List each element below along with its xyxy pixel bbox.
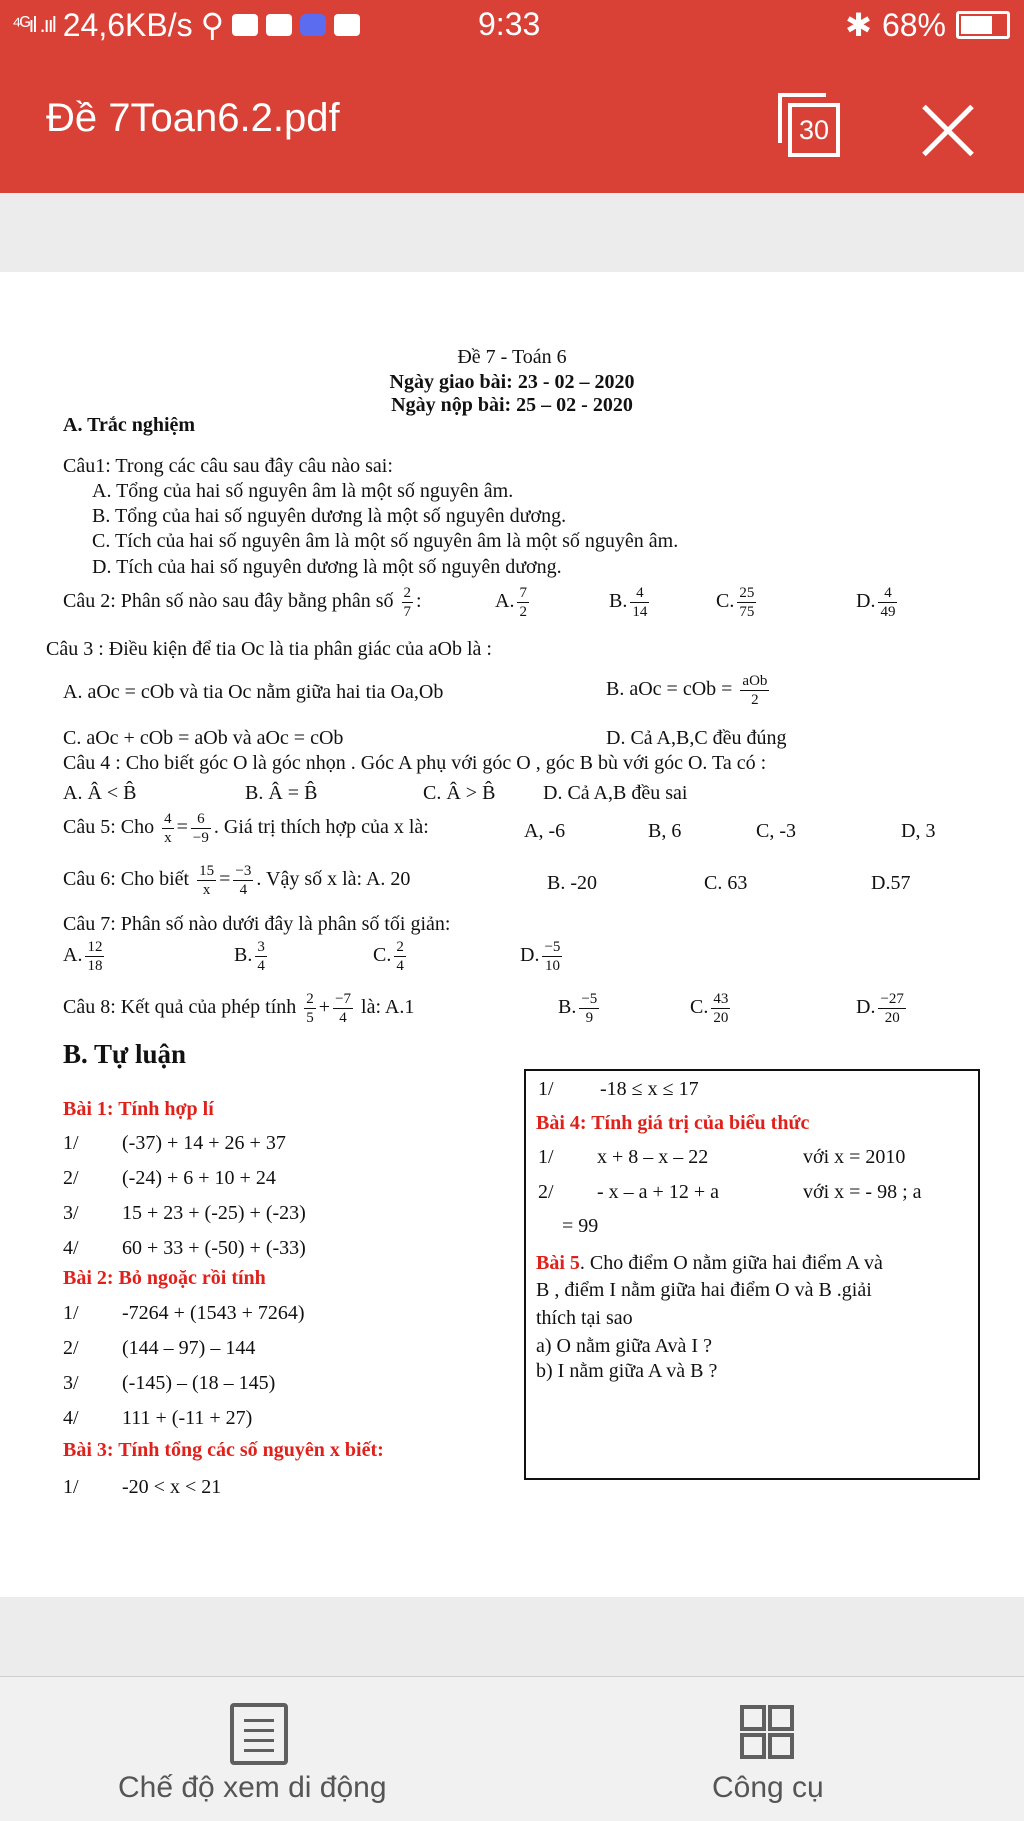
bai-3-heading: Bài 3: Tính tổng các số nguyên x biết: [63, 1439, 384, 1461]
bai1-item-expr: 60 + 33 + (-50) + (-33) [122, 1237, 306, 1259]
q3b-fraction: $\frac{\text{aOb}}{2}$ [742, 673, 768, 708]
q4-option-b: B. Â = B̂ [245, 782, 318, 804]
tools-label: Công cụ [712, 1771, 824, 1804]
bai-1-heading: Bài 1: Tính hợp lí [63, 1098, 214, 1120]
signal-icon: ⁴ᴳıl .ııl [12, 12, 55, 37]
question-1: Câu1: Trong các câu sau đây câu nào sai: [63, 455, 393, 477]
grid-icon [740, 1705, 794, 1759]
question-8: Câu 8: Kết quả của phép tính $\frac{2}{5}$ + $\frac{-7}{4}$ là: A.1 [63, 991, 415, 1026]
q4-option-d: D. Cả A,B đều sai [543, 782, 688, 804]
q8-option-d: D. $\frac{-27}{20}$ [856, 991, 904, 1026]
box-item-num: 1/ [538, 1078, 554, 1100]
q5-option-c: C, -3 [756, 820, 796, 842]
bai4-item-cond-cont: = 99 [562, 1215, 599, 1237]
q1-option-b: B. Tổng của hai số nguyên dương là một số nguyên dương. [92, 505, 567, 527]
mobile-view-label: Chế độ xem di động [118, 1771, 387, 1804]
bai-4-heading: Bài 4: Tính giá trị của biểu thức [536, 1112, 810, 1134]
clock: 9:33 [478, 6, 541, 42]
bai2-item-expr: (-145) – (18 – 145) [122, 1372, 276, 1394]
bai-5-line-2: B , điểm I nằm giữa hai điểm O và B .giải [536, 1279, 872, 1301]
bai2-item-expr: -7264 + (1543 + 7264) [122, 1302, 305, 1324]
bai1-item-num: 1/ [63, 1132, 79, 1154]
q4-option-c: C. Â > B̂ [423, 782, 496, 804]
bai2-item-num: 4/ [63, 1407, 79, 1429]
bai-5-line-3: thích tại sao [536, 1307, 633, 1329]
bai4-item-num: 1/ [538, 1146, 554, 1168]
location-icon: ⚲ [200, 7, 225, 43]
q8-option-c: C. $\frac{43}{20}$ [690, 991, 729, 1026]
q3-option-b: B. aOc = cOb = $\frac{\text{aOb}}{2}$ [606, 673, 768, 708]
bai2-item-num: 2/ [63, 1337, 79, 1359]
page-count: 30 [788, 103, 840, 157]
q1-option-c: C. Tích của hai số nguyên âm là một số nguyên âm là một số nguyên âm. [92, 530, 679, 552]
bai4-item-expr: - x – a + 12 + a [597, 1181, 719, 1203]
q7-option-a: A. $\frac{12}{18}$ [63, 939, 103, 974]
facebook-icon [334, 14, 360, 36]
q2-option-a: A. $\frac{7}{2}$ [495, 585, 527, 620]
section-a-heading: A. Trắc nghiệm [63, 414, 196, 436]
question-7: Câu 7: Phân số nào dưới đây là phân số tối giản: [63, 913, 451, 935]
bai-5-line-1: Bài 5. Cho điểm O nằm giữa hai điểm A và [536, 1252, 883, 1274]
q3-option-a: A. aOc = cOb và tia Oc nằm giữa hai tia Oa,Ob [63, 681, 444, 703]
tools-button[interactable] [690, 1677, 850, 1821]
battery-percent: 68% [881, 6, 946, 43]
question-3: Câu 3 : Điều kiện để tia Oc là tia phân giác của aOb là : [46, 638, 492, 660]
q6-option-b: B. -20 [547, 872, 597, 894]
q7-option-c: C. $\frac{2}{4}$ [373, 939, 404, 974]
box-item-expr: -18 ≤ x ≤ 17 [600, 1078, 699, 1100]
date-due: Ngày nộp bài: 25 – 02 - 2020 [391, 394, 633, 416]
question-5: Câu 5: Cho $\frac{4}{x}$ = $\frac{6}{-9}$ . Giá trị thích hợp của x là: [63, 811, 429, 846]
q2-text: Câu 2: Phân số nào sau đây bằng phân số [63, 590, 394, 613]
app-bar [0, 50, 1024, 193]
q7-option-d: D. $\frac{-5}{10}$ [520, 939, 561, 974]
q2-option-d: D. $\frac{4}{49}$ [856, 585, 896, 620]
bai1-item-expr: (-37) + 14 + 26 + 37 [122, 1132, 286, 1154]
q2-option-b: B. $\frac{4}{14}$ [609, 585, 648, 620]
mail-icon [232, 14, 258, 36]
app-notification-icon [300, 14, 326, 36]
bai4-item-expr: x + 8 – x – 22 [597, 1146, 709, 1168]
bai2-item-num: 1/ [63, 1302, 79, 1324]
page-overview-button[interactable] [778, 93, 836, 153]
bai4-item-cond: với x = 2010 [803, 1146, 906, 1168]
bai2-item-expr: 111 + (-11 + 27) [122, 1407, 253, 1429]
youtube-icon [266, 14, 292, 36]
bai1-item-expr: (-24) + 6 + 10 + 24 [122, 1167, 276, 1189]
bai2-item-num: 3/ [63, 1372, 79, 1394]
q6-option-d: D.57 [871, 872, 911, 894]
document-title: Đề 7Toan6.2.pdf [46, 96, 340, 140]
q2-option-c: C. $\frac{25}{75}$ [716, 585, 755, 620]
status-bar [0, 0, 1024, 50]
q3-option-c: C. aOc + cOb = aOb và aOc = cOb [63, 727, 344, 749]
bai3-item-expr: -20 < x < 21 [122, 1476, 222, 1498]
bai4-item-cond: với x = - 98 ; a [803, 1181, 922, 1203]
q8-option-b: B. $\frac{-5}{9}$ [558, 991, 598, 1026]
q1-option-a: A. Tổng của hai số nguyên âm là một số nguyên âm. [92, 480, 514, 502]
q2-fraction: $\frac{2}{7}$ [403, 585, 412, 620]
bai4-item-num: 2/ [538, 1181, 554, 1203]
network-speed: 24,6KB/s [62, 6, 193, 43]
bai-5-part-a: a) O nằm giữa Avà I ? [536, 1335, 712, 1357]
q3-option-d: D. Cả A,B,C đều đúng [606, 727, 787, 749]
bai2-item-expr: (144 – 97) – 144 [122, 1337, 256, 1359]
bai3-item-num: 1/ [63, 1476, 79, 1498]
q5-option-b: B, 6 [648, 820, 682, 842]
section-b-heading: B. Tự luận [63, 1039, 187, 1069]
battery-icon [956, 11, 1010, 39]
bai-5-part-b: b) I nằm giữa A và B ? [536, 1360, 718, 1382]
bai-2-heading: Bài 2: Bỏ ngoặc rồi tính [63, 1267, 266, 1289]
pdf-page[interactable] [0, 272, 1024, 1597]
q7-option-b: B. $\frac{3}{4}$ [234, 939, 265, 974]
q4-option-a: A. Â < B̂ [63, 782, 137, 804]
bai1-item-num: 2/ [63, 1167, 79, 1189]
question-4: Câu 4 : Cho biết góc O là góc nhọn . Góc A phụ với góc O , góc B bù với góc O. Ta có : [63, 752, 767, 774]
document-view-icon [230, 1703, 288, 1765]
bai1-item-expr: 15 + 23 + (-25) + (-23) [122, 1202, 306, 1224]
q6-option-c: C. 63 [704, 872, 748, 894]
question-2: Câu 2: Phân số nào sau đây bằng phân số $\frac{2}{7}$ : [63, 585, 422, 620]
bai1-item-num: 4/ [63, 1237, 79, 1259]
date-given: Ngày giao bài: 23 - 02 – 2020 [389, 371, 635, 393]
bai1-item-num: 3/ [63, 1202, 79, 1224]
doc-title: Đề 7 - Toán 6 [457, 346, 567, 368]
close-icon[interactable] [920, 102, 976, 158]
bottom-toolbar [0, 1676, 1024, 1821]
bluetooth-icon: ✱ [845, 7, 872, 43]
mobile-view-button[interactable] [100, 1677, 420, 1821]
q5-option-d: D, 3 [901, 820, 936, 842]
question-6: Câu 6: Cho biết $\frac{15}{x}$ = $\frac{-3}{4}$ . Vậy số x là: A. 20 [63, 863, 411, 898]
q5-option-a: A, -6 [524, 820, 566, 842]
q1-option-d: D. Tích của hai số nguyên dương là một số nguyên dương. [92, 556, 562, 578]
